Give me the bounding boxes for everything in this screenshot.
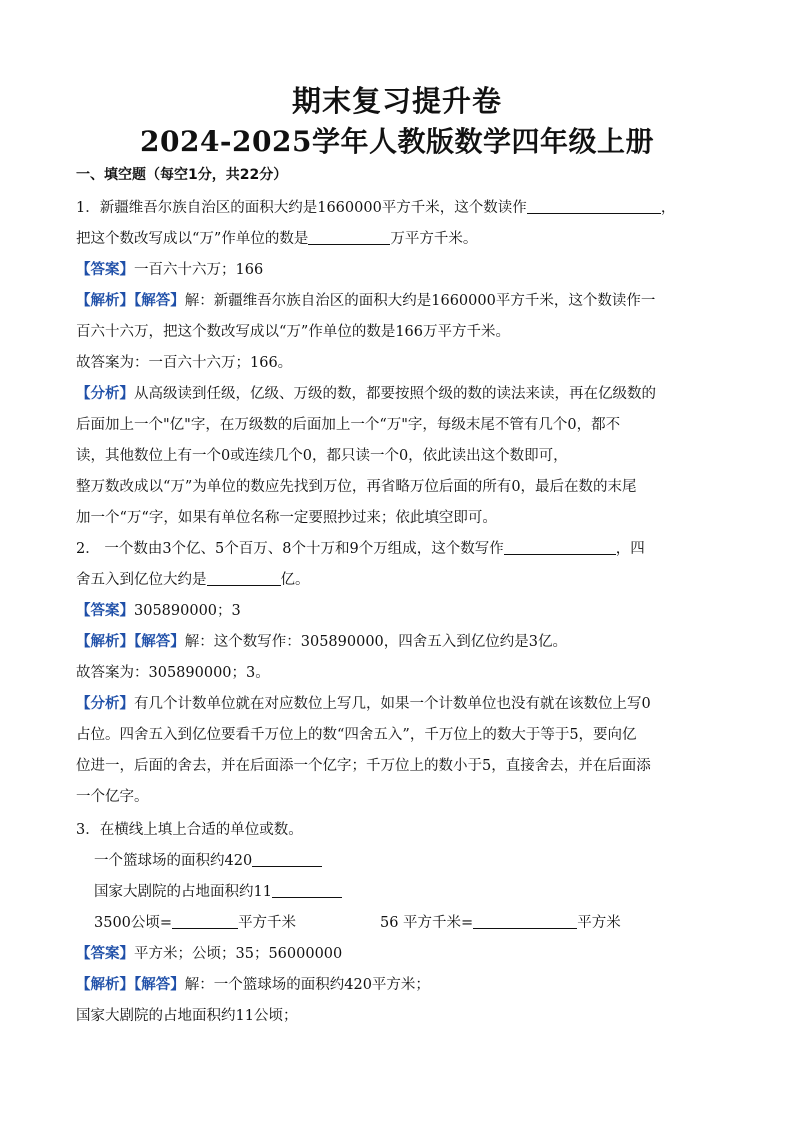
q3-item-3: 3500公顷= 平方千米 xyxy=(94,915,297,931)
section-heading: 一、填空题（每空1分，共22分） xyxy=(76,167,288,183)
q1-analysis-1: 【分析】从高级读到任级，亿级、万级的数，都要按照个级的数的读法来读，再在亿级数的 xyxy=(76,385,656,402)
q2-solution-2: 故答案为：305890000；3。 xyxy=(76,665,270,681)
q1-solution-1: 【解析】【解答】解：新疆维吾尔族自治区的面积大约是1660000平方千米，这个数读作一 xyxy=(76,292,656,309)
q3-item-4: 56 平方千米= 平方米 xyxy=(380,915,621,931)
q2-solution-1: 【解析】【解答】解：这个数写作：305890000，四舍五入到亿位约是3亿。 xyxy=(76,633,568,650)
q3-answer: 【答案】平方米；公顷；35；56000000 xyxy=(76,945,343,962)
page-subtitle: 2024-2025学年人教版数学四年级上册 xyxy=(140,125,654,158)
q1-line-2: 把这个数改写成以“万”作单位的数是 万平方千米。 xyxy=(76,231,478,247)
q1-answer: 【答案】一百六十六万；166 xyxy=(76,261,264,278)
answer-blank xyxy=(252,852,322,867)
q1-solution-2: 百六十六万，把这个数改写成以“万”作单位的数是166万平方千米。 xyxy=(76,324,510,340)
answer-blank xyxy=(473,914,577,929)
q2-answer: 【答案】305890000；3 xyxy=(76,602,241,619)
q1-line-1: 1．新疆维吾尔族自治区的面积大约是1660000平方千米，这个数读作 ， xyxy=(76,200,676,216)
page-title: 期末复习提升卷 xyxy=(291,84,502,118)
q2-analysis-3: 位进一，后面的舍去，并在后面添一个亿字；千万位上的数小于5，直接舍去，并在后面添 xyxy=(76,758,651,774)
q2-analysis-1: 【分析】有几个计数单位就在对应数位上写几，如果一个计数单位也没有就在该数位上写0 xyxy=(76,695,651,712)
answer-blank xyxy=(308,230,390,245)
q2-line-1: 2． 一个数由3个亿、5个百万、8个十万和9个万组成，这个数写作 ，四 xyxy=(76,541,645,557)
answer-blank xyxy=(207,571,281,586)
answer-blank xyxy=(172,914,238,929)
q3-item-1: 一个篮球场的面积约420 xyxy=(94,852,744,870)
answer-blank xyxy=(504,540,616,555)
q3-solution-1: 【解析】【解答】解：一个篮球场的面积约420平方米； xyxy=(76,976,430,993)
q1-analysis-3: 读，其他数位上有一个0或连续几个0，都只读一个0，依此读出这个数即可， xyxy=(76,448,568,464)
answer-blank xyxy=(272,883,342,898)
q2-analysis-4: 一个亿字。 xyxy=(76,789,149,805)
q2-line-2: 舍五入到亿位大约是 亿。 xyxy=(76,572,310,588)
q3-line-1: 3．在横线上填上合适的单位或数。 xyxy=(76,822,303,838)
q2-analysis-2: 占位。四舍五入到亿位要看千万位上的数“四舍五入”，千万位上的数大于等于5，要向亿 xyxy=(76,727,637,743)
q3-item-2: 国家大剧院的占地面积约11 xyxy=(94,883,744,901)
answer-blank xyxy=(527,199,661,214)
q1-solution-3: 故答案为：一百六十六万；166。 xyxy=(76,355,293,371)
q3-solution-2: 国家大剧院的占地面积约11公顷； xyxy=(76,1008,298,1024)
q1-analysis-4: 整万数改成以“万”为单位的数应先找到万位，再省略万位后面的所有0，最后在数的末尾 xyxy=(76,479,637,495)
q1-analysis-5: 加一个“万“字，如果有单位名称一定要照抄过来；依此填空即可。 xyxy=(76,510,497,526)
q1-analysis-2: 后面加上一个"亿"字，在万级数的后面加上一个“万"字，每级末尾不管有几个0，都不 xyxy=(76,417,621,433)
